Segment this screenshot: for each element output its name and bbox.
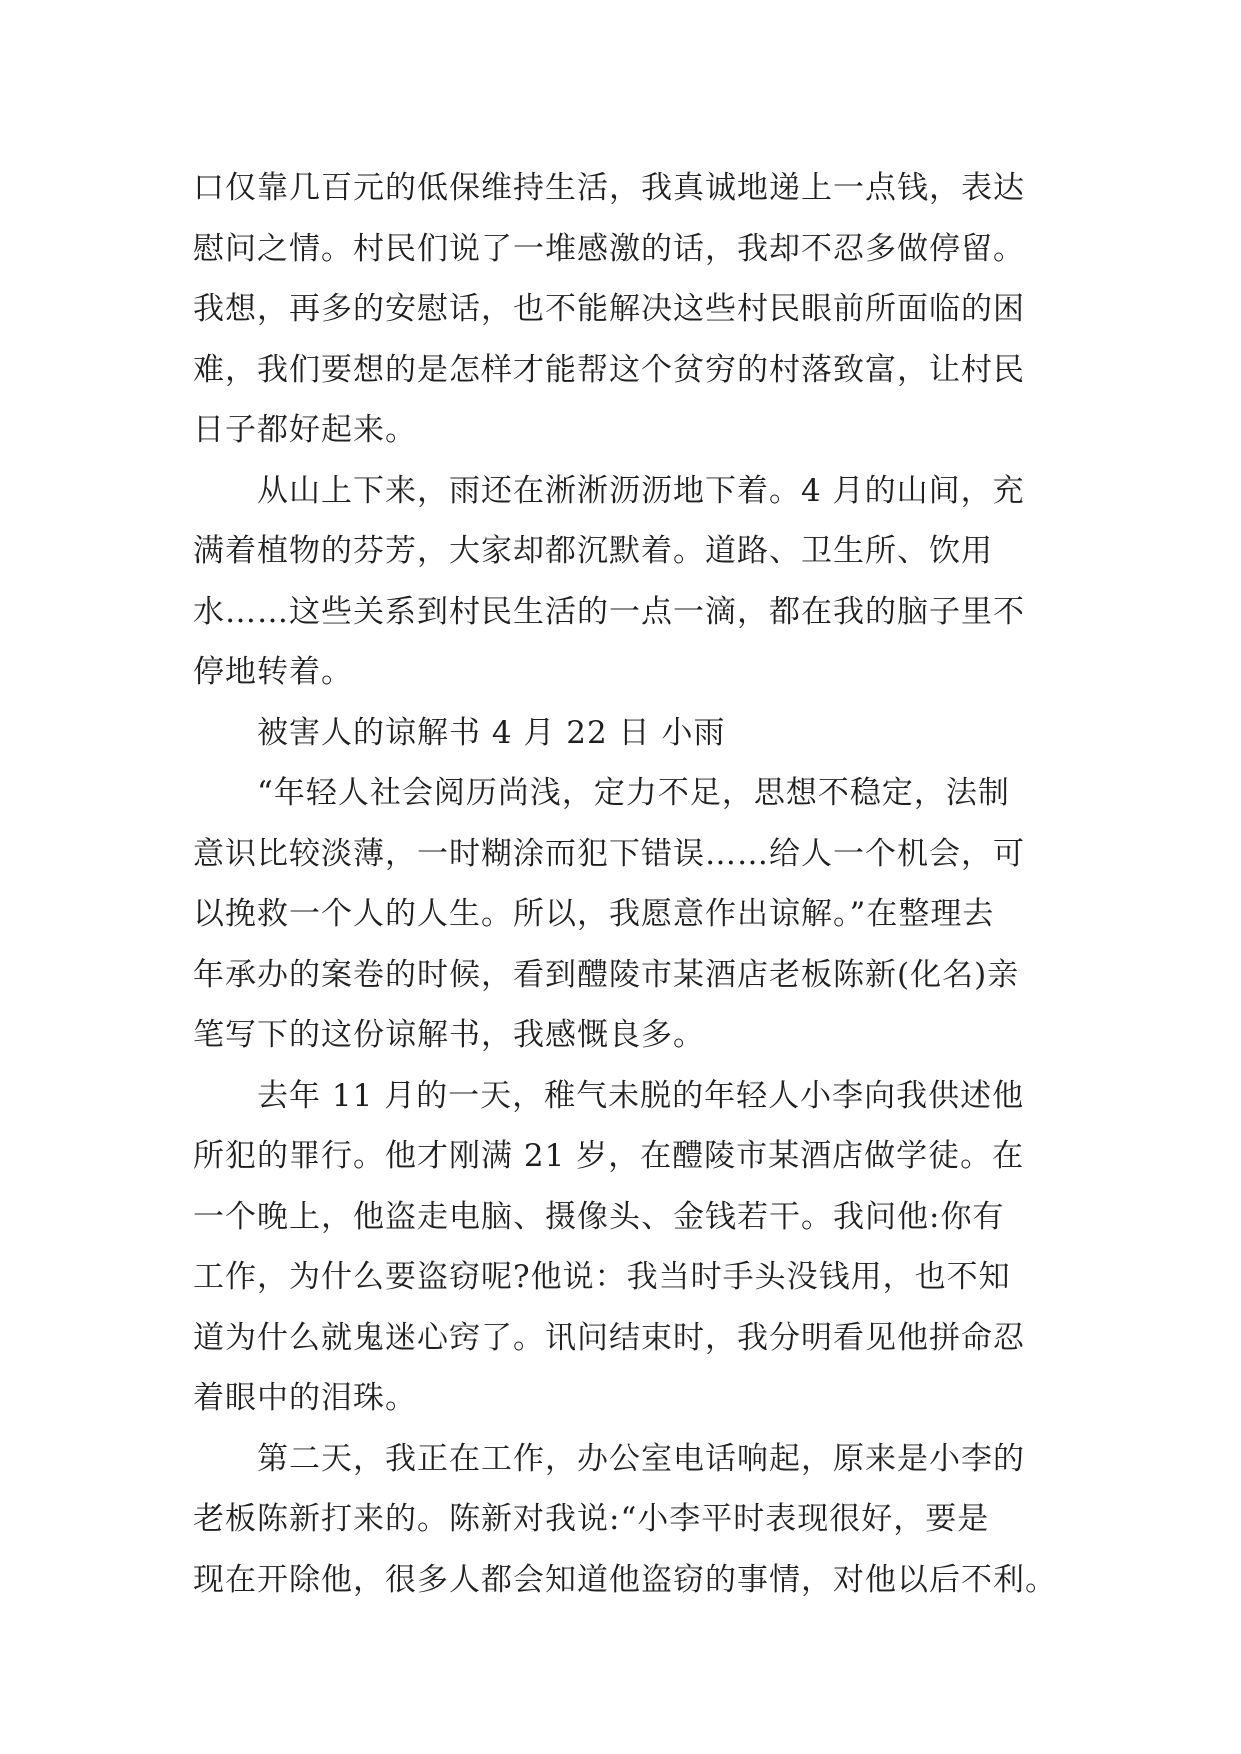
text-line: 现在开除他，很多人都会知道他盗窃的事情，对他以后不利。 [193,1561,1057,1598]
section-heading: 被害人的谅解书 4 月 22 日 小雨 [257,714,726,751]
text-line: 满着植物的芬芳，大家却都沉默着。道路、卫生所、饮用 [193,533,993,569]
text-line: 我想，再多的安慰话，也不能解决这些村民眼前所面临的困 [193,291,1025,327]
text-line: 道为什么就鬼迷心窍了。讯问结束时，我分明看见他拼命忍 [193,1319,1025,1356]
text-line: 笔写下的这份谅解书，我感慨良多。 [193,1017,705,1053]
text-line: 一个晚上，他盗走电脑、摄像头、金钱若干。我问他:你有 [193,1198,1005,1235]
text-line: 水……这些关系到村民生活的一点一滴，都在我的脑子里不 [193,593,1025,630]
paragraph-start-line: “年轻人社会阅历尚浅，定力不足，思想不稳定，法制 [257,775,1010,811]
text-line: 所犯的罪行。他才刚满 21 岁，在醴陵市某酒店做学徒。在 [193,1138,1025,1174]
paragraph-start-line: 第二天，我正在工作，办公室电话响起，原来是小李的 [257,1440,1025,1477]
text-line: 老板陈新打来的。陈新对我说:“小李平时表现很好，要是 [193,1501,990,1537]
text-line: 慰问之情。村民们说了一堆感激的话，我却不忍多做停留。 [193,230,1025,267]
text-line: 难，我们要想的是怎样才能帮这个贫穷的村落致富，让村民 [193,351,1025,388]
text-line: 以挽救一个人的人生。所以，我愿意作出谅解。”在整理去 [193,896,995,932]
text-line: 日子都好起来。 [193,412,417,448]
text-line: 口仅靠几百元的低保维持生活，我真诚地递上一点钱，表达 [193,170,1025,206]
paragraph-start-line: 去年 11 月的一天，稚气未脱的年轻人小李向我供述他 [257,1077,1025,1114]
text-line: 工作，为什么要盗窃呢?他说：我当时手头没钱用，也不知 [193,1259,1011,1295]
text-line: 停地转着。 [193,654,353,690]
text-line: 意识比较淡薄，一时糊涂而犯下错误……给人一个机会，可 [193,835,1025,872]
paragraph-start-line: 从山上下来，雨还在淅淅沥沥地下着。4 月的山间，充 [257,472,1025,509]
text-line: 年承办的案卷的时候，看到醴陵市某酒店老板陈新(化名)亲 [193,956,1020,993]
document-body [193,158,1057,1610]
text-line: 着眼中的泪珠。 [193,1380,417,1416]
